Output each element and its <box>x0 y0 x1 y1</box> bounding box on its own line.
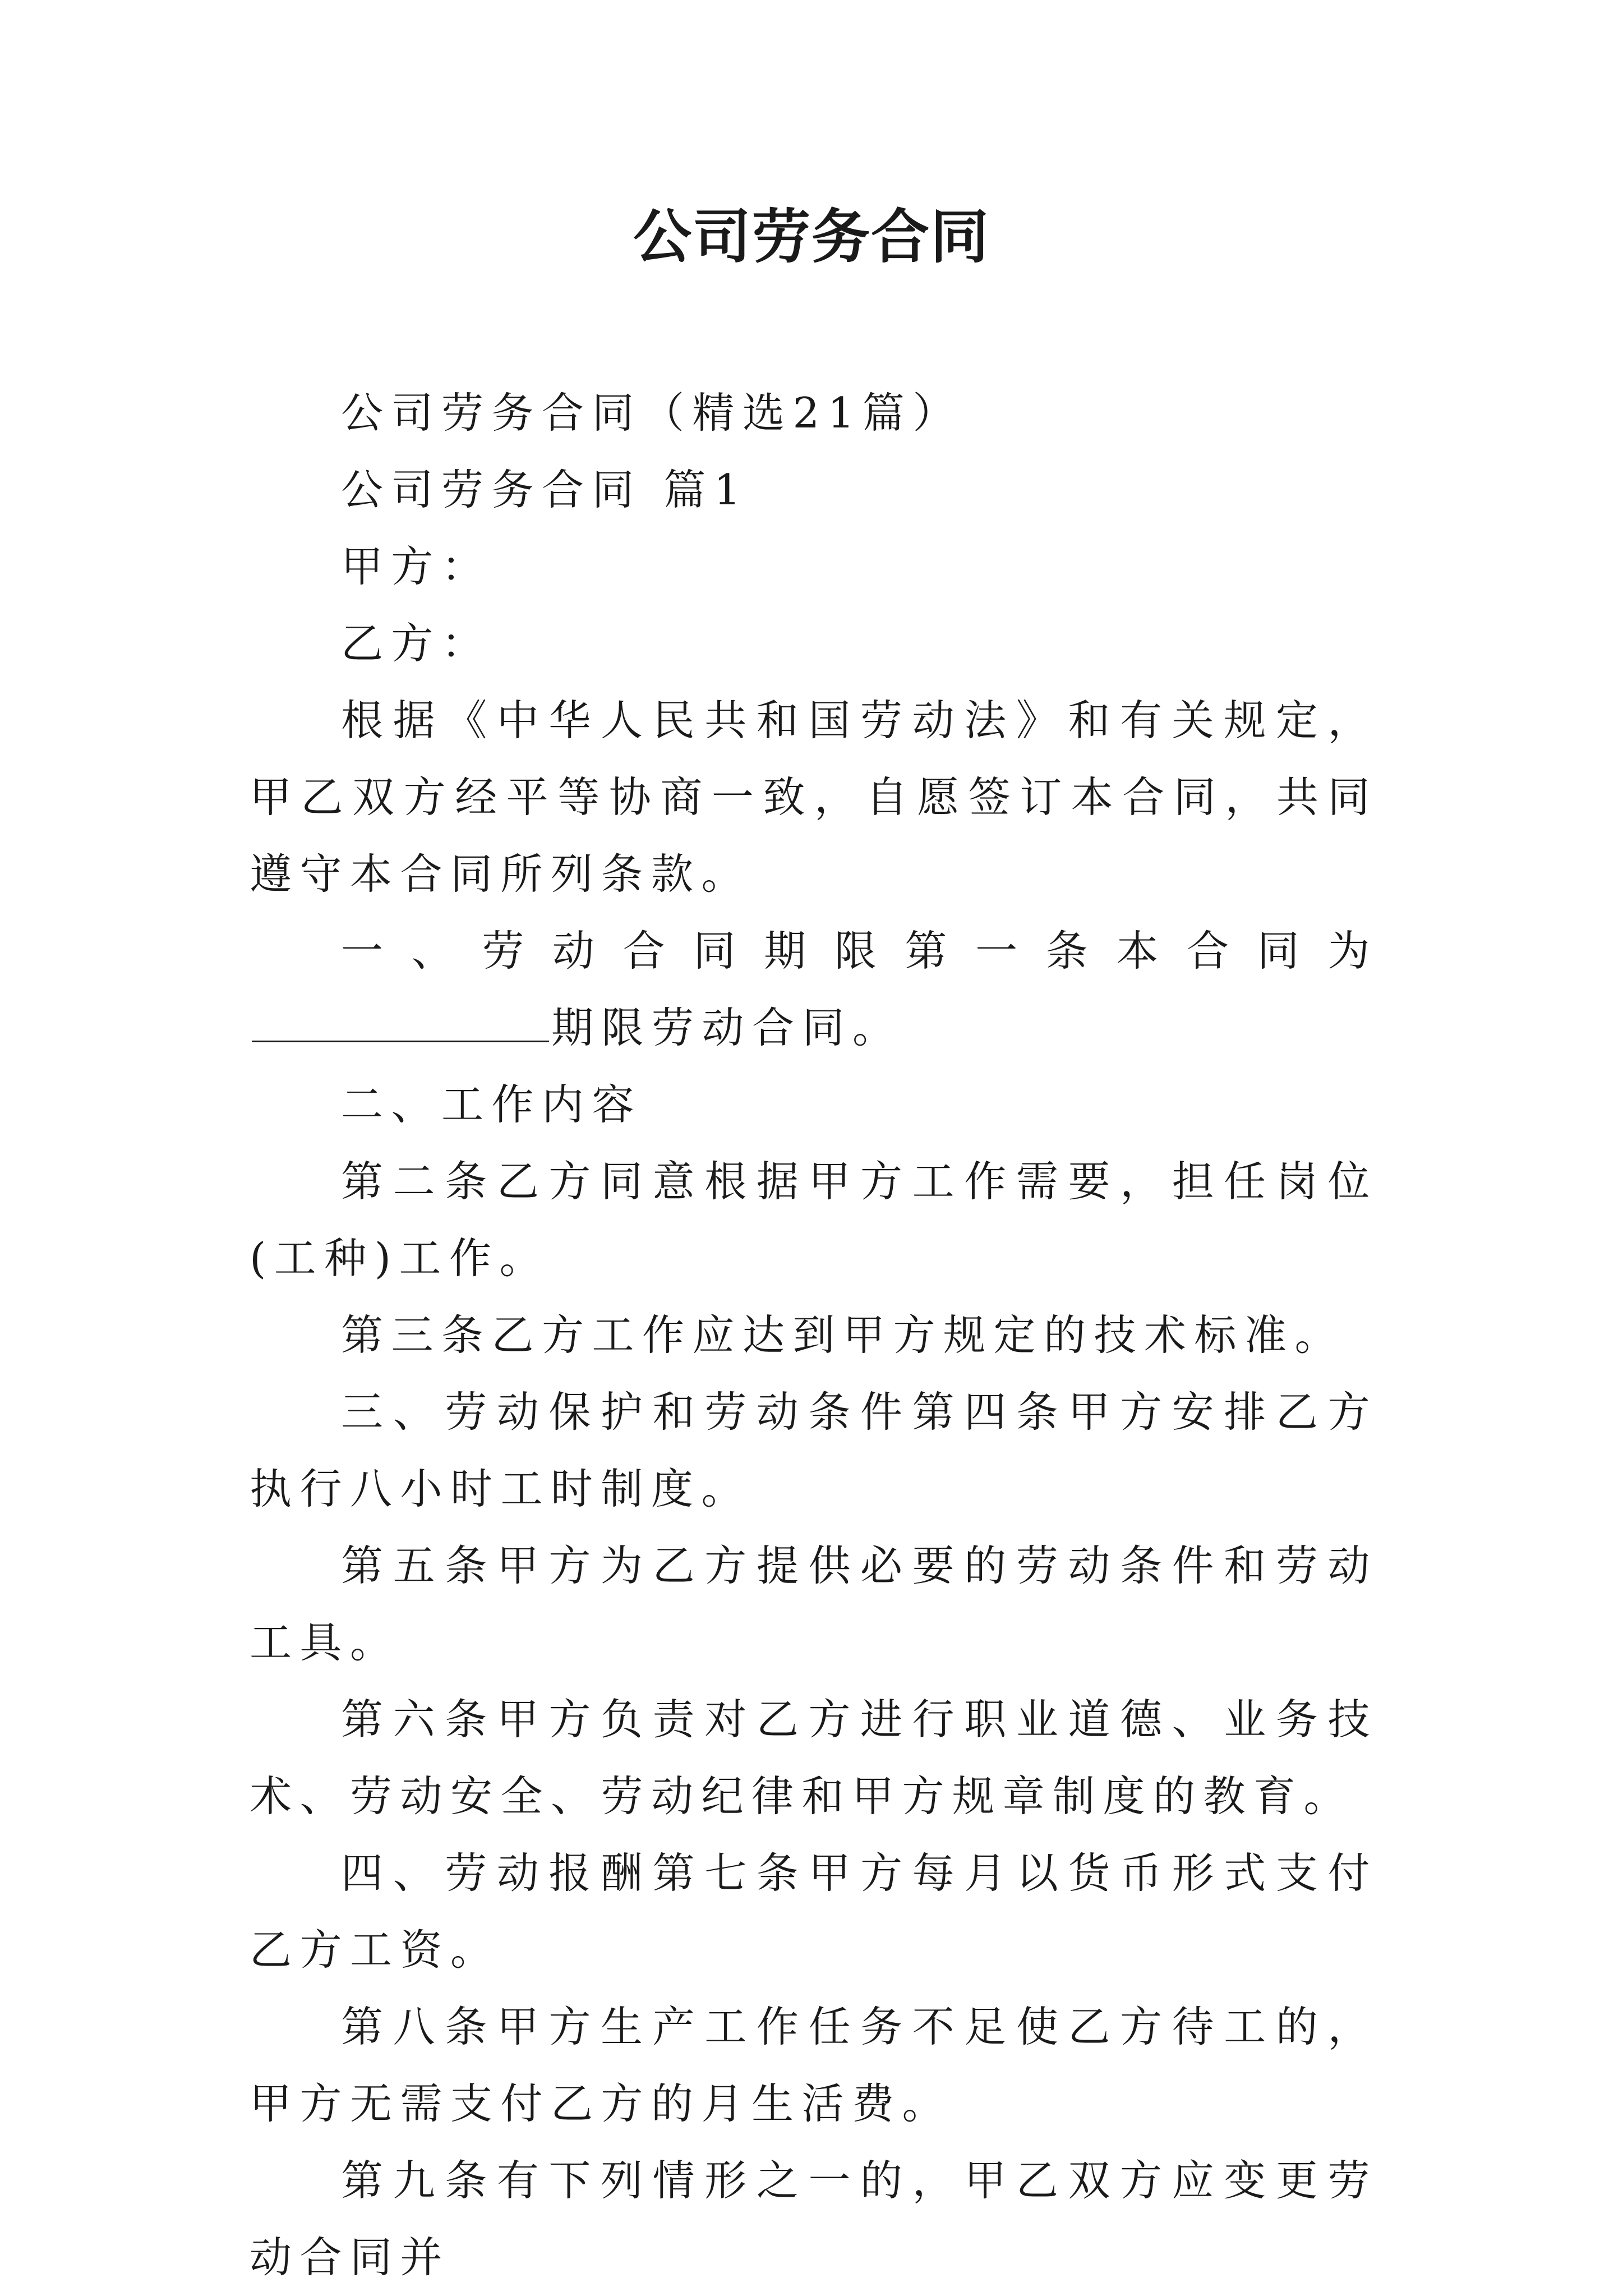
subtitle-paragraph: 公司劳务合同（精选21篇） <box>341 388 963 438</box>
section-heading: 公司劳务合同 篇1 <box>341 465 749 514</box>
clause-paragraph: 三、劳动保护和劳动条件第四条甲方安排乙方执行八小时工时制度。 <box>250 1387 1378 1513</box>
clause-paragraph: 第九条有下列情形之一的，甲乙双方应变更劳动合同并 <box>250 2156 1378 2282</box>
section-work-content: 二、工作内容 <box>341 1080 643 1129</box>
term-blank-line <box>252 1002 549 1042</box>
clause-paragraph: 第三条乙方工作应达到甲方规定的技术标准。 <box>341 1310 1345 1360</box>
clause-paragraph: 四、劳动报酬第七条甲方每月以货币形式支付乙方工资。 <box>250 1848 1378 1975</box>
document-title: 公司劳务合同 <box>633 202 990 271</box>
clause-term-text-after: 期限劳动合同。 <box>551 1003 903 1052</box>
document-body <box>250 375 1378 2296</box>
party-b-line: 乙方： <box>341 619 492 668</box>
clause-term-text-before: 一、劳动合同期限第一条本合同为 <box>341 926 1378 976</box>
party-a-line: 甲方： <box>341 542 492 591</box>
clause-paragraph: 第二条乙方同意根据甲方工作需要，担任岗位(工种)工作。 <box>250 1157 1378 1283</box>
clause-paragraph: 第八条甲方生产工作任务不足使乙方待工的，甲方无需支付乙方的月生活费。 <box>250 2002 1378 2128</box>
clause-paragraph: 第六条甲方负责对乙方进行职业道德、业务技术、劳动安全、劳动纪律和甲方规章制度的教育。 <box>250 1695 1378 1821</box>
clause-term-paragraph <box>250 913 1378 1066</box>
clause-paragraph: 第五条甲方为乙方提供必要的劳动条件和劳动工具。 <box>250 1541 1378 1667</box>
preamble-paragraph: 根据《中华人民共和国劳动法》和有关规定，甲乙双方经平等协商一致，自愿签订本合同，共同遵守本合同所列条款。 <box>250 696 1378 899</box>
